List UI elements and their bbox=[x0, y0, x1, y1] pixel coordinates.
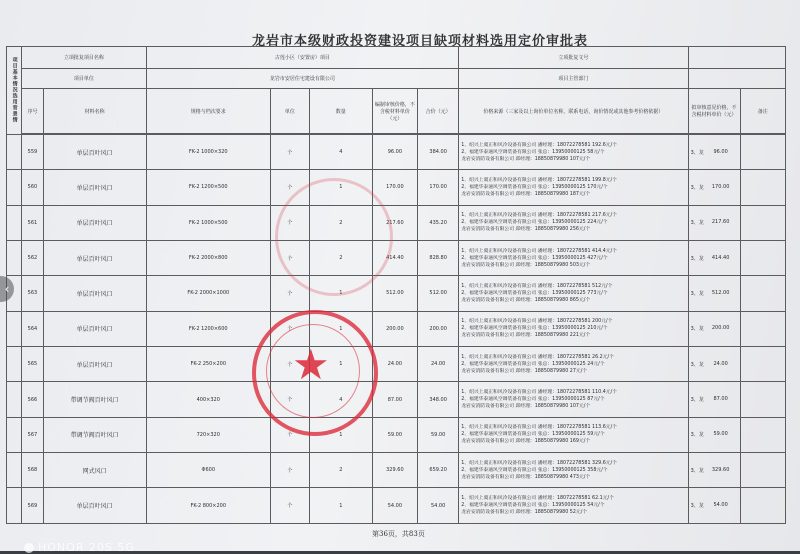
source-line: 龙岩安消防设备有限公司 邱经理：18850879980 27元/个 bbox=[461, 368, 588, 374]
source-line: 龙岩安消防设备有限公司 邱经理：18850879980 107元/个 bbox=[461, 404, 591, 410]
cell-total: 384.00 bbox=[418, 134, 459, 169]
cell-price: 512.00 bbox=[372, 276, 417, 311]
cell-price: 329.60 bbox=[372, 453, 417, 488]
dept-value bbox=[688, 69, 785, 89]
side-spacer bbox=[7, 170, 22, 205]
cell-name: 带调节阀百叶风口 bbox=[43, 417, 146, 452]
cell-source bbox=[459, 488, 688, 524]
source-line: 2、福建华泰通风空调装备有限公司 张总：13950000125 87元/个 bbox=[461, 397, 605, 403]
project-name-value: 古莲小区（安置房）项目 bbox=[146, 47, 459, 69]
cell-unit: 个 bbox=[270, 276, 309, 311]
col-unit: 单位 bbox=[270, 89, 309, 133]
cell-remark bbox=[740, 382, 786, 417]
cell-approved bbox=[688, 311, 740, 346]
cell-name: 网式风口 bbox=[43, 453, 146, 488]
approved-value: 200.00 bbox=[711, 325, 730, 332]
source-line: 2、福建华泰通风空调装备有限公司 张总：13950000125 58元/个 bbox=[461, 149, 605, 155]
cell-qty: 2 bbox=[309, 240, 372, 275]
camera-logo-icon bbox=[24, 543, 34, 553]
table-row bbox=[7, 134, 786, 169]
source-line: 1、绍兴上虞正和风冷设备有限公司 潘经理：18072278581 512元/个 bbox=[461, 283, 613, 289]
source-note: 3、龙 bbox=[690, 503, 704, 510]
source-note: 3、龙 bbox=[690, 361, 704, 368]
table-row bbox=[7, 417, 786, 452]
table-row bbox=[7, 205, 786, 240]
cell-total: 59.00 bbox=[418, 417, 459, 452]
cell-source bbox=[459, 453, 688, 488]
source-line: 龙岩安消防设备有限公司 邱经理：18850879980 256元/个 bbox=[461, 227, 591, 233]
cell-approved bbox=[688, 205, 740, 240]
cell-approved bbox=[688, 382, 740, 417]
cell-spec: FK-2 1200×500 bbox=[146, 170, 270, 205]
approved-value: 24.00 bbox=[713, 360, 728, 367]
cell-qty: 1 bbox=[309, 311, 372, 346]
cell-spec: FK-2 250×200 bbox=[146, 347, 270, 382]
source-line: 1、绍兴上虞正和风冷设备有限公司 潘经理：18072278581 192.6元/个 bbox=[461, 142, 617, 148]
source-line: 2、福建华泰通风空调装备有限公司 张总：13950000125 427元/个 bbox=[461, 255, 608, 261]
cell-price: 170.00 bbox=[372, 170, 417, 205]
camera-watermark: HONOR 20S 5G bbox=[38, 541, 135, 554]
cell-remark bbox=[740, 134, 786, 169]
side-spacer bbox=[7, 311, 22, 346]
cell-total: 828.80 bbox=[418, 240, 459, 275]
cell-remark bbox=[740, 311, 786, 346]
table-row bbox=[7, 276, 786, 311]
source-line: 2、福建华泰通风空调装备有限公司 张总：13950000125 224元/个 bbox=[461, 220, 608, 226]
cell-remark bbox=[740, 240, 786, 275]
source-line: 龙岩安消防设备有限公司 邱经理：18850879980 169元/个 bbox=[461, 439, 591, 445]
table-row bbox=[7, 240, 786, 275]
cell-remark bbox=[740, 347, 786, 382]
cell-spec: FK-2 1000×320 bbox=[146, 134, 270, 169]
cell-remark bbox=[740, 453, 786, 488]
cell-name: 单层百叶风口 bbox=[43, 347, 146, 382]
cell-qty: 1 bbox=[309, 347, 372, 382]
source-line: 1、绍兴上虞正和风冷设备有限公司 潘经理：18072278581 329.6元/个 bbox=[461, 460, 617, 466]
cell-source bbox=[459, 276, 688, 311]
cell-unit: 个 bbox=[270, 453, 309, 488]
table-row bbox=[7, 347, 786, 382]
cell-unit: 个 bbox=[270, 134, 309, 169]
table-row bbox=[7, 453, 786, 488]
cell-approved bbox=[688, 417, 740, 452]
cell-seq: 562 bbox=[22, 240, 44, 275]
cell-price: 200.00 bbox=[372, 311, 417, 346]
cell-name: 单层百叶风口 bbox=[43, 205, 146, 240]
cell-price: 87.00 bbox=[372, 382, 417, 417]
source-line: 2、福建华泰通风空调装备有限公司 张总：13950000125 170元/个 bbox=[461, 184, 608, 190]
cell-source bbox=[459, 382, 688, 417]
source-line: 2、福建华泰通风空调装备有限公司 张总：13950000125 210元/个 bbox=[461, 326, 608, 332]
cell-qty: 1 bbox=[309, 276, 372, 311]
cell-source bbox=[459, 170, 688, 205]
side-caption: 项目基本情况选用背景情 bbox=[7, 47, 22, 135]
table-row bbox=[7, 311, 786, 346]
cell-source bbox=[459, 240, 688, 275]
cell-source bbox=[459, 311, 688, 346]
side-spacer bbox=[7, 205, 22, 240]
cell-remark bbox=[740, 205, 786, 240]
cell-seq: 560 bbox=[22, 170, 44, 205]
cell-name: 单层百叶风口 bbox=[43, 488, 146, 524]
source-line: 龙岩安消防设备有限公司 邱经理：18850879980 865元/个 bbox=[461, 297, 591, 303]
cell-spec: 400×320 bbox=[146, 382, 270, 417]
cell-name: 单层百叶风口 bbox=[43, 170, 146, 205]
cell-remark bbox=[740, 417, 786, 452]
col-name: 材料名称 bbox=[43, 89, 146, 133]
cell-seq: 564 bbox=[22, 311, 44, 346]
source-note: 3、龙 bbox=[690, 467, 704, 474]
table-row bbox=[7, 382, 786, 417]
cell-total: 54.00 bbox=[418, 488, 459, 524]
col-seq: 序号 bbox=[22, 89, 44, 133]
side-spacer bbox=[7, 453, 22, 488]
source-line: 2、福建华泰通风空调装备有限公司 张总：13950000125 59元/个 bbox=[461, 432, 605, 438]
side-spacer bbox=[7, 488, 22, 524]
cell-total: 24.00 bbox=[418, 347, 459, 382]
project-name-label: 立项批复项目名称 bbox=[22, 47, 146, 69]
approved-value: 217.60 bbox=[711, 219, 730, 226]
cell-unit: 个 bbox=[270, 311, 309, 346]
source-note: 3、龙 bbox=[690, 220, 704, 227]
cell-name: 单层百叶风口 bbox=[43, 311, 146, 346]
cell-unit: 个 bbox=[270, 170, 309, 205]
cell-spec: FK-2 2000×800 bbox=[146, 240, 270, 275]
cell-total: 435.20 bbox=[418, 205, 459, 240]
col-price: 编制审核价格，不含税材料单价（元） bbox=[372, 89, 417, 133]
cell-approved bbox=[688, 240, 740, 275]
table-row bbox=[7, 488, 786, 524]
source-note: 3、龙 bbox=[690, 397, 704, 404]
cell-name: 单层百叶风口 bbox=[43, 240, 146, 275]
source-line: 1、绍兴上虞正和风冷设备有限公司 潘经理：18072278581 62.1元/个 bbox=[461, 496, 614, 502]
cell-approved bbox=[688, 276, 740, 311]
cell-unit: 个 bbox=[270, 347, 309, 382]
cell-remark bbox=[740, 488, 786, 524]
source-note: 3、龙 bbox=[690, 326, 704, 333]
approval-table bbox=[6, 46, 786, 524]
col-source: 价格来源（三家及以上询价单位名称，联系电话，询价情况或其他参考价格依据） bbox=[459, 89, 688, 133]
cell-name: 单层百叶风口 bbox=[43, 134, 146, 169]
cell-approved bbox=[688, 488, 740, 524]
source-line: 龙岩安消防设备有限公司 邱经理：18850879980 503元/个 bbox=[461, 262, 591, 268]
cell-spec: 720×320 bbox=[146, 417, 270, 452]
cell-price: 24.00 bbox=[372, 347, 417, 382]
cell-unit: 个 bbox=[270, 382, 309, 417]
side-spacer bbox=[7, 382, 22, 417]
source-line: 1、绍兴上虞正和风冷设备有限公司 潘经理：18072278581 113.6元/个 bbox=[461, 425, 617, 431]
cell-spec: FK-2 1000×500 bbox=[146, 205, 270, 240]
cell-name: 带调节阀百叶风口 bbox=[43, 382, 146, 417]
cell-spec: FK-2 800×200 bbox=[146, 488, 270, 524]
doc-number-value bbox=[688, 47, 785, 69]
cell-price: 217.60 bbox=[372, 205, 417, 240]
source-line: 龙岩安消防设备有限公司 邱经理：18850879980 52元/个 bbox=[461, 510, 588, 516]
approved-value: 59.00 bbox=[713, 431, 728, 438]
approved-value: 170.00 bbox=[711, 183, 730, 190]
table-row bbox=[7, 170, 786, 205]
col-spec: 规格与档次要求 bbox=[146, 89, 270, 133]
cell-remark bbox=[740, 276, 786, 311]
approved-value: 329.60 bbox=[711, 466, 730, 473]
col-remark: 备注 bbox=[740, 89, 786, 133]
approved-value: 54.00 bbox=[713, 502, 728, 509]
dept-label: 项目主管部门 bbox=[459, 69, 688, 89]
cell-total: 200.00 bbox=[418, 311, 459, 346]
cell-spec: FK-2 1200×600 bbox=[146, 311, 270, 346]
doc-number-label: 立项批复文号 bbox=[459, 47, 688, 69]
source-line: 龙岩安消防设备有限公司 邱经理：18850879980 187元/个 bbox=[461, 191, 591, 197]
cell-source bbox=[459, 347, 688, 382]
source-line: 龙岩安消防设备有限公司 邱经理：18850879980 221元/个 bbox=[461, 333, 591, 339]
cell-seq: 566 bbox=[22, 382, 44, 417]
previous-page-arrow-icon[interactable]: ‹ bbox=[0, 276, 14, 302]
cell-source bbox=[459, 134, 688, 169]
cell-source bbox=[459, 205, 688, 240]
cell-seq: 565 bbox=[22, 347, 44, 382]
cell-remark bbox=[740, 170, 786, 205]
unit-label: 项目单位 bbox=[22, 69, 146, 89]
cell-name: 单层百叶风口 bbox=[43, 276, 146, 311]
source-note: 3、龙 bbox=[690, 149, 704, 156]
source-note: 3、龙 bbox=[690, 432, 704, 439]
cell-approved bbox=[688, 347, 740, 382]
cell-total: 512.00 bbox=[418, 276, 459, 311]
document-title: 龙岩市本级财政投资建设项目缺项材料选用定价审批表 bbox=[251, 34, 588, 49]
cell-seq: 561 bbox=[22, 205, 44, 240]
source-line: 1、绍兴上虞正和风冷设备有限公司 潘经理：18072278581 199.8元/个 bbox=[461, 177, 617, 183]
source-note: 3、龙 bbox=[690, 290, 704, 297]
cell-price: 54.00 bbox=[372, 488, 417, 524]
approved-value: 414.40 bbox=[711, 254, 730, 261]
col-qty: 数量 bbox=[309, 89, 372, 133]
source-line: 1、绍兴上虞正和风冷设备有限公司 潘经理：18072278581 217.6元/个 bbox=[461, 213, 617, 219]
cell-price: 96.00 bbox=[372, 134, 417, 169]
page-footer: 第36页，共83页 bbox=[372, 530, 425, 538]
cell-qty: 1 bbox=[309, 170, 372, 205]
star-icon: ★ bbox=[292, 340, 330, 389]
source-line: 1、绍兴上虞正和风冷设备有限公司 潘经理：18072278581 26.2元/个 bbox=[461, 354, 614, 360]
source-line: 1、绍兴上虞正和风冷设备有限公司 潘经理：18072278581 414.4元/个 bbox=[461, 248, 617, 254]
source-line: 龙岩安消防设备有限公司 邱经理：18850879980 107元/个 bbox=[461, 156, 591, 162]
source-line: 1、绍兴上虞正和风冷设备有限公司 潘经理：18072278581 110.4元/个 bbox=[461, 390, 617, 396]
cell-unit: 个 bbox=[270, 488, 309, 524]
cell-price: 414.40 bbox=[372, 240, 417, 275]
source-note: 3、龙 bbox=[690, 184, 704, 191]
source-line: 1、绍兴上虞正和风冷设备有限公司 潘经理：18072278581 200元/个 bbox=[461, 319, 613, 325]
side-spacer bbox=[7, 134, 22, 169]
cell-qty: 4 bbox=[309, 382, 372, 417]
cell-unit: 个 bbox=[270, 240, 309, 275]
cell-seq: 569 bbox=[22, 488, 44, 524]
cell-spec: FK-2 2000×1000 bbox=[146, 276, 270, 311]
source-line: 2、福建华泰通风空调装备有限公司 张总：13950000125 24元/个 bbox=[461, 361, 605, 367]
cell-seq: 559 bbox=[22, 134, 44, 169]
approved-value: 512.00 bbox=[711, 289, 730, 296]
cell-unit: 个 bbox=[270, 205, 309, 240]
cell-total: 659.20 bbox=[418, 453, 459, 488]
approved-value: 96.00 bbox=[713, 148, 728, 155]
side-spacer bbox=[7, 347, 22, 382]
cell-price: 59.00 bbox=[372, 417, 417, 452]
unit-value: 龙岩市安居住宅建设有限公司 bbox=[146, 69, 459, 89]
cell-approved bbox=[688, 453, 740, 488]
cell-approved bbox=[688, 134, 740, 169]
source-note: 3、龙 bbox=[690, 255, 704, 262]
approved-value: 87.00 bbox=[713, 396, 728, 403]
cell-total: 170.00 bbox=[418, 170, 459, 205]
cell-qty: 1 bbox=[309, 488, 372, 524]
cell-seq: 568 bbox=[22, 453, 44, 488]
col-total: 合价（元） bbox=[418, 89, 459, 133]
cell-spec: Φ600 bbox=[146, 453, 270, 488]
cell-seq: 567 bbox=[22, 417, 44, 452]
source-line: 龙岩安消防设备有限公司 邱经理：18850879980 473元/个 bbox=[461, 474, 591, 480]
cell-qty: 4 bbox=[309, 134, 372, 169]
side-spacer bbox=[7, 417, 22, 452]
cell-approved bbox=[688, 170, 740, 205]
col-approved: 拟审核意见价格，不含税材料单价（元） bbox=[688, 89, 740, 133]
cell-qty: 2 bbox=[309, 453, 372, 488]
cell-seq: 563 bbox=[22, 276, 44, 311]
source-line: 2、福建华泰通风空调装备有限公司 张总：13950000125 773元/个 bbox=[461, 290, 608, 296]
cell-unit: 个 bbox=[270, 417, 309, 452]
side-spacer bbox=[7, 240, 22, 275]
source-line: 2、福建华泰通风空调装备有限公司 张总：13950000125 54元/个 bbox=[461, 503, 605, 509]
source-line: 2、福建华泰通风空调装备有限公司 张总：13950000125 358元/个 bbox=[461, 467, 608, 473]
cell-total: 348.00 bbox=[418, 382, 459, 417]
cell-source bbox=[459, 417, 688, 452]
cell-qty: 2 bbox=[309, 205, 372, 240]
cell-qty: 1 bbox=[309, 417, 372, 452]
